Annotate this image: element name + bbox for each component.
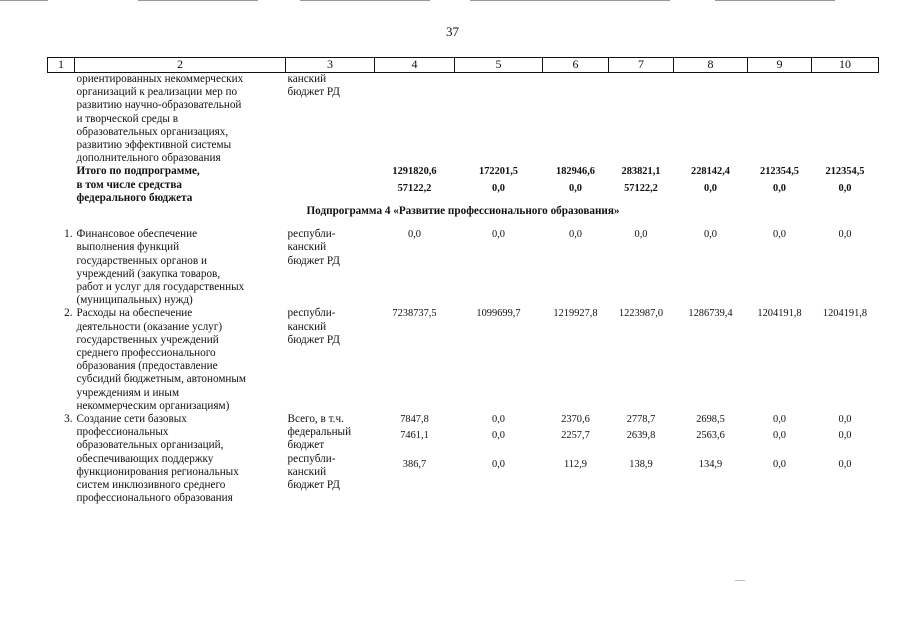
row-value-group: 0,0 0,0 0,0 [773,414,786,471]
row-value: 1099699,7 [476,308,521,320]
total-value: 172201,5 0,0 [479,166,518,194]
col-header: 3 [286,58,375,73]
table-row [48,413,879,505]
total-value: 228142,4 0,0 [691,166,730,194]
total-value: 212354,5 0,0 [760,166,799,194]
row-source: Всего, в т.ч. федеральный бюджет республи- канский бюджет РД [287,413,352,492]
row-value: 1223987,0 [618,308,664,320]
row-name: Расходы на обеспечение деятельности (оказание услуг) государственных учреждений среднего профессионального образования (предоставление субсидий бюджетным, автономным учреждениям и иным некоммерческим организациям) [76,307,246,412]
row-value: 0,0 [773,229,786,241]
col-header: 7 [609,58,674,73]
col-header: 6 [543,58,609,73]
row-value: 0,0 [408,229,421,241]
total-value: 283821,1 57122,2 [621,166,661,194]
row-value: 0,0 [492,229,505,241]
col-header: 5 [455,58,543,73]
total-row [48,165,879,205]
col-header: 9 [748,58,812,73]
row-value-group: 2778,7 2639,8 138,9 [626,414,656,471]
row-value: 1204191,8 [757,308,802,320]
row-value: 7238737,5 [392,308,437,320]
row-source: республи- канский бюджет РД [287,228,340,267]
total-value: 182946,6 0,0 [556,166,595,194]
row-value: 0,0 [634,229,648,241]
row-value: 1204191,8 [822,308,868,320]
budget-table [47,57,879,506]
page-number: 37 [446,24,459,39]
row-number: 1. [64,228,73,241]
subprogram-title: Подпрограмма 4 «Развитие профессионального образования» [306,205,620,218]
row-name: Создание сети базовых профессиональных образовательных организаций, обеспечивающих поддержку функционирования региональных систем инклюзивного среднего профессионального образования [76,413,239,505]
total-value: 1291820,6 57122,2 [392,166,437,194]
col-header: 2 [75,58,286,73]
scan-top-edge [0,0,905,1]
row-number: 3. [64,413,73,426]
row-value-group: 2370,6 2257,7 112,9 [561,414,590,471]
row-value: 1219927,8 [553,308,598,320]
table-row [48,307,879,413]
row-number: 2. [64,307,73,320]
col-header: 1 [48,58,75,73]
total-value: 212354,5 0,0 [825,166,865,194]
row-value-group: 2698,5 2563,6 134,9 [696,414,725,471]
row-value: 0,0 [704,229,717,241]
table-row [48,228,879,307]
row-value: 0,0 [838,229,852,241]
table-row [48,73,879,166]
row-value: 0,0 [569,229,582,241]
row-name: ориентированных некоммерческих организаций к реализации мер по развитию научно-образовательной и творческой среды в образовательных организациях, развитию эффективной системы дополнительного образования [76,73,244,165]
row-name: Финансовое обеспечение выполнения функций государственных органов и учреждений (закупка товаров, работ и услуг для государственных (муниципальных) нужд) [76,228,245,307]
row-value: 1286739,4 [688,308,733,320]
total-name: Итого по подпрограмме, в том числе средства федерального бюджета [76,165,200,204]
subprogram-heading-row [48,205,879,218]
scan-mark [735,580,745,581]
row-value-group: 0,0 0,0 0,0 [492,414,505,471]
col-header: 8 [674,58,748,73]
row-source: канский бюджет РД [287,73,340,99]
row-value-group: 0,0 0,0 0,0 [838,414,852,471]
column-number-row [48,58,879,73]
col-header: 10 [812,58,879,73]
col-header: 4 [375,58,455,73]
row-source: республи- канский бюджет РД [287,307,340,346]
row-value-group: 7847,8 7461,1 386,7 [400,414,429,471]
